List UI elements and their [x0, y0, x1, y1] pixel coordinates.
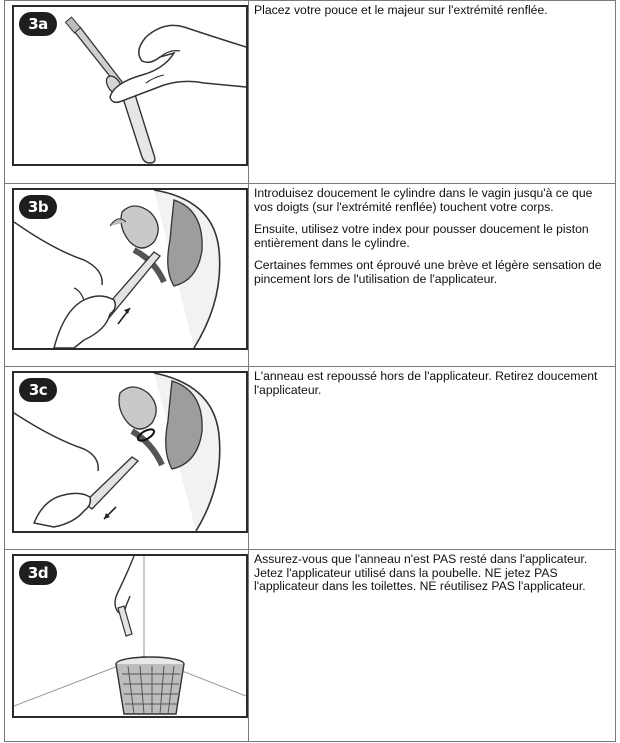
instruction-text-cell — [249, 184, 616, 367]
instruction-paragraph: Ensuite, utilisez votre index pour pousser doucement le piston entièrement dans le cylindre. — [254, 222, 589, 250]
step-row-3a — [5, 1, 616, 184]
instruction-text-cell — [249, 367, 616, 550]
step-row-3c — [5, 367, 616, 550]
instruction-text-cell — [249, 1, 616, 184]
illustration-cell — [5, 550, 249, 742]
illustration-cell — [5, 367, 249, 550]
instruction-paragraph: Placez votre pouce et le majeur sur l'extrémité renflée. — [254, 3, 548, 17]
illustration-panel — [12, 188, 248, 350]
step-badge: 3a — [19, 12, 57, 36]
instruction-paragraph: Certaines femmes ont éprouvé une brève et légère sensation de pincement lors de l'utilisation de l'applicateur. — [254, 258, 602, 286]
instruction-paragraph: Introduisez doucement le cylindre dans le vagin jusqu'à ce que vos doigts (sur l'extrémité renflée) touchent votre corps. — [254, 186, 593, 214]
illustration-panel — [12, 5, 248, 166]
step-row-3b — [5, 184, 616, 367]
step-badge: 3c — [19, 378, 57, 402]
illustration-panel — [12, 554, 248, 718]
illustration-panel — [12, 371, 248, 533]
instruction-paragraph: L'anneau est repoussé hors de l'applicateur. Retirez doucement l'applicateur. — [254, 369, 598, 397]
instruction-text-cell — [249, 550, 616, 742]
step-row-3d — [5, 550, 616, 742]
illustration-cell — [5, 184, 249, 367]
step-badge: 3b — [19, 195, 57, 219]
instruction-paragraph: Assurez-vous que l'anneau n'est PAS resté dans l'applicateur. Jetez l'applicateur utilisé dans la poubelle. NE jetez PAS l'applicateur dans les toilettes. NE réutilisez PAS l'applicateur. — [254, 552, 588, 594]
step-badge: 3d — [19, 561, 57, 585]
instruction-table — [4, 0, 616, 742]
illustration-cell — [5, 1, 249, 184]
